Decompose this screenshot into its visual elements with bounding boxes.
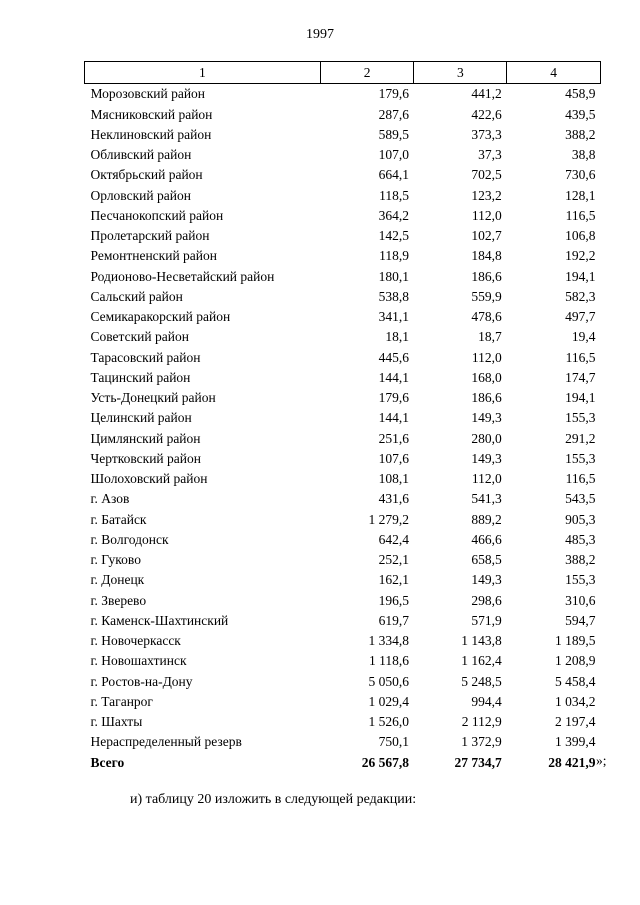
- row-col-2: 1 334,8: [368, 633, 409, 649]
- table-row: [85, 408, 601, 428]
- row-col-2: 144,1: [378, 410, 409, 426]
- table-row: [85, 206, 601, 226]
- row-col-3: 702,5: [471, 167, 502, 183]
- row-col-3: 168,0: [471, 369, 502, 385]
- row-col-3: 5 248,5: [461, 673, 502, 689]
- row-name: Неклиновский район: [90, 126, 212, 142]
- row-col-4: 291,2: [565, 430, 596, 446]
- row-col-4: 1 399,4: [555, 734, 596, 750]
- row-col-4: 485,3: [565, 531, 596, 547]
- total-col-4: 28 421,9: [548, 754, 596, 770]
- row-col-3: 441,2: [471, 86, 502, 102]
- table-body: [85, 84, 601, 753]
- table-row: [85, 489, 601, 509]
- page-number: 1997: [306, 27, 334, 42]
- row-name: Усть-Донецкий район: [90, 390, 216, 406]
- table-row: [85, 611, 601, 631]
- row-name: Октябрьский район: [90, 167, 203, 183]
- row-name: Нераспределенный резерв: [90, 734, 242, 750]
- table-row: [85, 509, 601, 529]
- row-col-2: 18,1: [385, 329, 409, 345]
- row-name: Тарасовский район: [90, 349, 201, 365]
- total-col-2: 26 567,8: [361, 754, 409, 770]
- row-col-4: 582,3: [565, 288, 596, 304]
- total-row: [85, 752, 601, 772]
- row-col-4: 497,7: [565, 309, 596, 325]
- row-col-2: 1 526,0: [368, 714, 409, 730]
- row-col-4: 174,7: [565, 369, 596, 385]
- table-row: [85, 145, 601, 165]
- row-col-2: 196,5: [378, 592, 409, 608]
- header-col-4: 4: [507, 62, 601, 84]
- table-row: [85, 287, 601, 307]
- row-col-3: 149,3: [471, 450, 502, 466]
- row-col-3: 658,5: [471, 552, 502, 568]
- table-row: [85, 84, 601, 105]
- table-row: [85, 692, 601, 712]
- table-row: [85, 165, 601, 185]
- row-col-2: 179,6: [378, 390, 409, 406]
- row-col-4: 594,7: [565, 612, 596, 628]
- row-name: Чертковский район: [90, 450, 201, 466]
- header-row: [85, 62, 601, 84]
- row-col-2: 179,6: [378, 86, 409, 102]
- table-row: [85, 266, 601, 286]
- table-row: [85, 590, 601, 610]
- row-name: Ремонтненский район: [90, 248, 217, 264]
- row-col-3: 559,9: [471, 288, 502, 304]
- row-col-2: 445,6: [378, 349, 409, 365]
- row-col-4: 388,2: [565, 126, 596, 142]
- table-row: [85, 388, 601, 408]
- row-name: г. Новочеркасск: [90, 633, 181, 649]
- row-col-3: 2 112,9: [461, 714, 502, 730]
- row-col-3: 1 162,4: [461, 653, 502, 669]
- row-col-4: 5 458,4: [555, 673, 596, 689]
- row-col-4: 388,2: [565, 552, 596, 568]
- row-col-4: 155,3: [565, 450, 596, 466]
- row-col-3: 889,2: [471, 511, 502, 527]
- row-col-3: 123,2: [471, 187, 502, 203]
- row-col-2: 144,1: [378, 369, 409, 385]
- row-col-2: 287,6: [378, 106, 409, 122]
- header-col-3: 3: [414, 62, 507, 84]
- closing-quote: »;: [596, 753, 607, 768]
- row-col-4: 1 034,2: [555, 693, 596, 709]
- row-col-2: 364,2: [378, 207, 409, 223]
- row-col-3: 186,6: [471, 390, 502, 406]
- row-col-4: 310,6: [565, 592, 596, 608]
- row-col-2: 1 029,4: [368, 693, 409, 709]
- row-col-3: 18,7: [478, 329, 502, 345]
- row-name: г. Зверево: [90, 592, 147, 608]
- row-col-4: 116,5: [565, 349, 596, 365]
- row-col-2: 341,1: [378, 309, 409, 325]
- table-row: [85, 570, 601, 590]
- table-row: [85, 246, 601, 266]
- row-col-2: 619,7: [378, 612, 409, 628]
- row-col-2: 118,9: [379, 248, 409, 264]
- row-col-4: 1 189,5: [555, 633, 596, 649]
- row-col-4: 38,8: [571, 147, 596, 163]
- table-row: [85, 327, 601, 347]
- row-col-3: 1 143,8: [461, 633, 502, 649]
- row-col-3: 466,6: [471, 531, 502, 547]
- row-name: Морозовский район: [90, 86, 206, 102]
- row-col-4: 1 208,9: [555, 653, 596, 669]
- table-row: [85, 104, 601, 124]
- row-col-4: 192,2: [565, 248, 596, 264]
- table-row: [85, 226, 601, 246]
- row-col-3: 112,0: [471, 207, 502, 223]
- row-col-2: 642,4: [378, 531, 409, 547]
- row-name: Семикаракорский район: [90, 309, 231, 325]
- row-col-2: 5 050,6: [368, 673, 409, 689]
- row-col-2: 431,6: [378, 491, 409, 507]
- amendment-text: и) таблицу 20 изложить в следующей редакции:: [130, 792, 417, 807]
- row-col-2: 118,5: [379, 187, 409, 203]
- row-col-4: 106,8: [565, 228, 596, 244]
- table-row: [85, 671, 601, 691]
- row-name: Цимлянский район: [90, 430, 201, 446]
- table-row: [85, 125, 601, 145]
- row-col-4: 458,9: [565, 86, 596, 102]
- row-col-4: 116,5: [565, 471, 596, 487]
- table-row: [85, 347, 601, 367]
- row-col-2: 750,1: [378, 734, 409, 750]
- row-col-2: 107,6: [378, 450, 409, 466]
- row-name: г. Донецк: [90, 572, 145, 588]
- row-col-4: 194,1: [565, 390, 596, 406]
- row-col-2: 108,1: [378, 471, 409, 487]
- row-col-4: 128,1: [565, 187, 596, 203]
- table-header: [85, 62, 601, 84]
- table-row: [85, 651, 601, 671]
- row-name: Тацинский район: [90, 369, 191, 385]
- table-row: [85, 712, 601, 732]
- row-col-4: 730,6: [565, 167, 596, 183]
- row-col-3: 112,0: [471, 349, 502, 365]
- table-row: [85, 428, 601, 448]
- row-col-3: 102,7: [471, 228, 502, 244]
- row-name: Целинский район: [90, 410, 192, 426]
- row-col-3: 422,6: [471, 106, 502, 122]
- row-col-4: 2 197,4: [555, 714, 596, 730]
- table-row: [85, 307, 601, 327]
- row-col-4: 905,3: [565, 511, 596, 527]
- row-name: г. Батайск: [90, 511, 147, 527]
- row-col-2: 162,1: [378, 572, 409, 588]
- row-name: г. Гуково: [90, 552, 141, 568]
- row-col-3: 37,3: [478, 147, 502, 163]
- row-name: Шолоховский район: [90, 471, 208, 487]
- row-name: Орловский район: [90, 187, 191, 203]
- row-col-3: 994,4: [471, 693, 502, 709]
- row-name: г. Волгодонск: [90, 531, 169, 547]
- header-col-2: 2: [320, 62, 414, 84]
- row-col-2: 664,1: [378, 167, 409, 183]
- table-row: [85, 550, 601, 570]
- row-col-3: 280,0: [471, 430, 502, 446]
- row-col-2: 589,5: [378, 126, 409, 142]
- row-name: Мясниковский район: [90, 106, 213, 122]
- row-name: Советский район: [90, 329, 189, 345]
- budget-table: [84, 61, 601, 773]
- row-name: г. Каменск-Шахтинский: [90, 612, 229, 628]
- row-col-3: 1 372,9: [461, 734, 502, 750]
- row-col-3: 571,9: [471, 612, 502, 628]
- row-col-2: 142,5: [378, 228, 409, 244]
- row-col-4: 155,3: [565, 572, 596, 588]
- row-col-4: 439,5: [565, 106, 596, 122]
- row-col-2: 1 118,6: [368, 653, 409, 669]
- row-col-2: 107,0: [378, 147, 409, 163]
- row-col-3: 298,6: [471, 592, 502, 608]
- row-col-4: 543,5: [565, 491, 596, 507]
- row-name: г. Новошахтинск: [90, 653, 187, 669]
- row-col-2: 252,1: [378, 552, 409, 568]
- row-col-2: 251,6: [378, 430, 409, 446]
- row-col-4: 19,4: [571, 329, 596, 345]
- row-col-4: 194,1: [565, 268, 596, 284]
- header-col-1: 1: [85, 62, 321, 84]
- row-col-3: 541,3: [471, 491, 502, 507]
- row-col-4: 155,3: [565, 410, 596, 426]
- total-col-3: 27 734,7: [454, 754, 502, 770]
- row-name: г. Шахты: [90, 714, 143, 730]
- row-name: г. Азов: [90, 491, 130, 507]
- row-col-2: 1 279,2: [368, 511, 409, 527]
- row-col-3: 149,3: [471, 572, 502, 588]
- table-row: [85, 631, 601, 651]
- row-name: г. Таганрог: [90, 693, 153, 709]
- row-col-3: 149,3: [471, 410, 502, 426]
- row-col-3: 112,0: [471, 471, 502, 487]
- row-name: Обливский район: [90, 147, 192, 163]
- row-col-3: 478,6: [471, 309, 502, 325]
- row-col-3: 373,3: [471, 126, 502, 142]
- total-label: Всего: [90, 754, 125, 770]
- table-row: [85, 530, 601, 550]
- table-row: [85, 185, 601, 205]
- row-col-2: 180,1: [378, 268, 409, 284]
- row-col-3: 184,8: [471, 248, 502, 264]
- row-name: Сальский район: [90, 288, 183, 304]
- row-col-4: 116,5: [565, 207, 596, 223]
- row-col-2: 538,8: [378, 288, 409, 304]
- table-row: [85, 732, 601, 752]
- table-row: [85, 368, 601, 388]
- row-name: Пролетарский район: [90, 228, 210, 244]
- row-name: Песчанокопский район: [90, 207, 224, 223]
- row-col-3: 186,6: [471, 268, 502, 284]
- row-name: г. Ростов-на-Дону: [90, 673, 193, 689]
- table-row: [85, 449, 601, 469]
- table-footer: [85, 752, 601, 772]
- table-row: [85, 469, 601, 489]
- row-name: Родионово-Несветайский район: [90, 268, 275, 284]
